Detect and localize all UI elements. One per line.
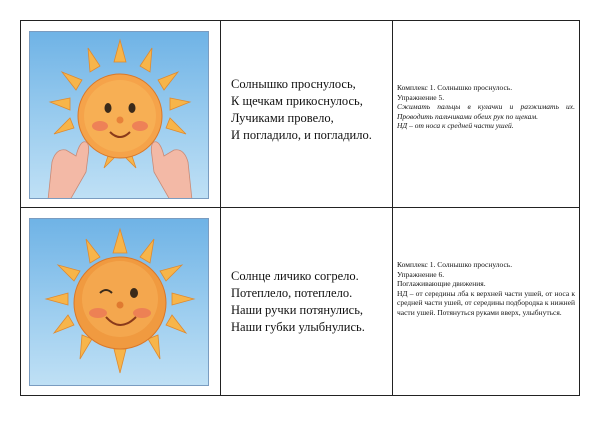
sun-wink-icon <box>30 219 209 386</box>
exercise-instruction: Сжимать пальцы в кулачки и разжимать их. Проводить пальчиками обеих рук по щекам. <box>397 102 575 121</box>
sun-with-hands-icon <box>30 32 209 199</box>
poem-line: И погладило, и погладило. <box>231 128 372 142</box>
exercise-number: Упражнение 6. <box>397 269 445 279</box>
poem-line: Наши губки улыбнулись. <box>231 320 365 334</box>
poem-line: Лучиками провело, <box>231 111 334 125</box>
card-2-description-cell <box>393 208 579 395</box>
poem-line: Потеплело, потеплело. <box>231 286 353 300</box>
card-row-1 <box>21 21 579 208</box>
massage-direction: НД – от носа к средней части ушей. <box>397 121 514 130</box>
card-2-poem-cell <box>221 208 393 395</box>
card-1-description <box>397 83 575 131</box>
exercise-number: Упражнение 5. <box>397 92 445 102</box>
exercise-cards-table <box>20 20 580 396</box>
complex-title: Комплекс 1. Солнышко проснулось. <box>397 83 513 92</box>
card-row-2 <box>21 208 579 395</box>
poem-line: Солнышко проснулось, <box>231 77 356 91</box>
card-2-picture-cell <box>21 208 221 395</box>
card-2-description <box>397 260 575 317</box>
card-1-description-cell <box>393 21 579 207</box>
card-1-poem <box>231 76 396 144</box>
card-2-illustration <box>29 218 209 386</box>
card-2-poem <box>231 268 396 336</box>
complex-title: Комплекс 1. Солнышко проснулось. <box>397 260 513 269</box>
card-1-illustration <box>29 31 209 199</box>
poem-line: Наши ручки потянулись, <box>231 303 364 317</box>
poem-line: Солнце личико согрело. <box>231 269 359 283</box>
massage-direction: НД – от середины лба к верхней части ушей, от носа к средней части ушей, от середины подбородка к нижней части ушей. Потянуться руками вверх, улыбнуться. <box>397 288 575 317</box>
poem-line: К щечкам прикоснулось, <box>231 94 363 108</box>
card-1-poem-cell <box>221 21 393 207</box>
exercise-instruction: Поглаживающие движения. <box>397 279 486 288</box>
card-1-picture-cell <box>21 21 221 207</box>
